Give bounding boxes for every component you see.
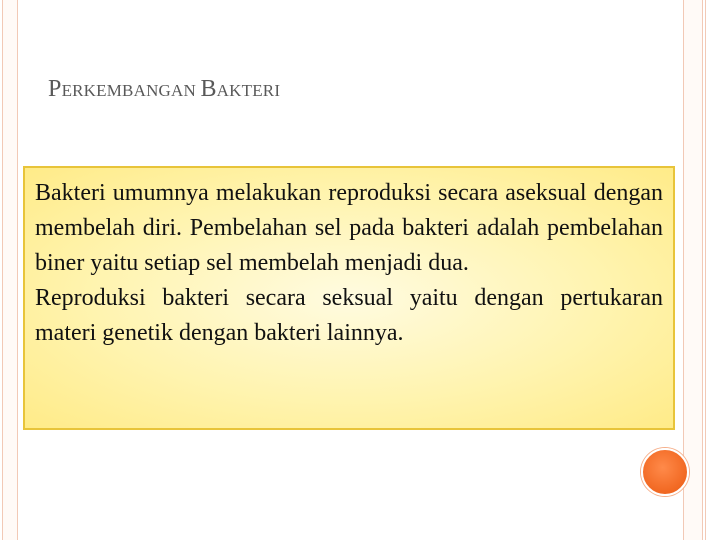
content-box [23, 166, 675, 430]
paragraph-aseksual: Bakteri umumnya melakukan reproduksi secara aseksual dengan membelah diri. Pembelahan sel pada bakteri adalah pembelahan biner yaitu setiap sel membelah menjadi dua. [35, 180, 663, 276]
title-rest-2: AKTERI [216, 81, 281, 100]
right-border-decoration [683, 0, 703, 540]
right-border-line [705, 0, 706, 540]
title-initial-2: B [200, 76, 217, 102]
title-initial-1: P [48, 76, 62, 102]
slide-title [48, 76, 280, 103]
left-border-decoration [2, 0, 18, 540]
paragraph-seksual: Reproduksi bakteri secara seksual yaitu dengan pertukaran materi genetik dengan bakteri lainnya. [35, 285, 663, 346]
orange-circle-decoration [641, 448, 689, 496]
title-rest-1: ERKEMBANGAN [61, 81, 201, 100]
